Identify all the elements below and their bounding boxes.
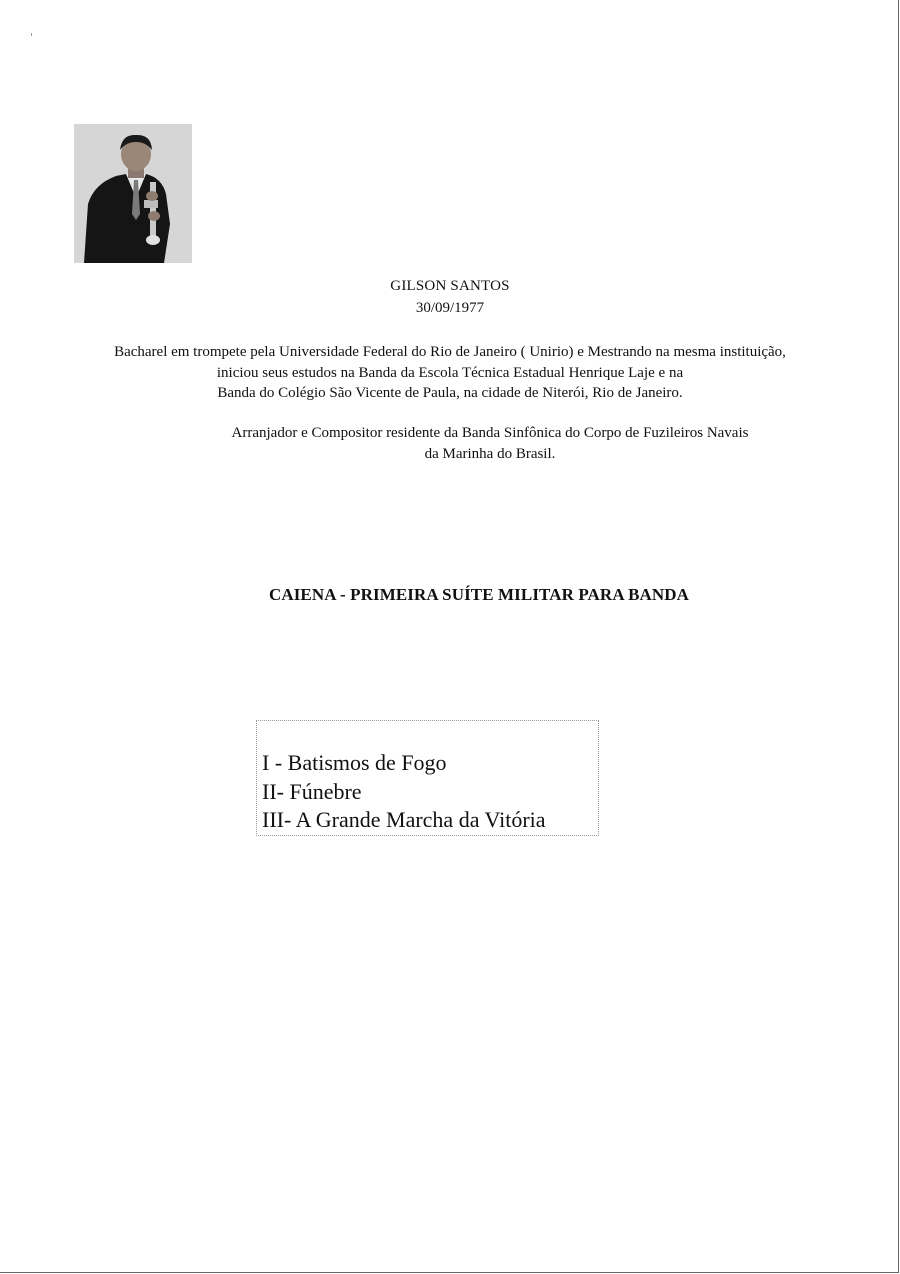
role-line: da Marinha do Brasil. — [424, 445, 556, 462]
author-role — [40, 423, 900, 464]
movement-item: II- Fúnebre — [262, 778, 362, 804]
stray-mark — [31, 33, 32, 36]
author-birth-date: 30/09/1977 — [415, 300, 485, 316]
role-line: Arranjador e Compositor residente da Banda Sinfônica do Corpo de Fuzileiros Navais — [231, 425, 749, 441]
bio-line: Bacharel em trompete pela Universidade Federal do Rio de Janeiro ( Unirio) e Mestrando na mesma instituição, — [114, 344, 786, 360]
bio-line: iniciou seus estudos na Banda da Escola Técnica Estadual Henrique Laje e na — [216, 364, 684, 381]
author-name: GILSON SANTOS — [390, 278, 510, 294]
author-bio — [0, 342, 900, 404]
movement-item: III- A Grande Marcha da Vitória — [262, 807, 546, 832]
portrait-photo-icon — [74, 124, 192, 263]
work-title: CAIENA - PRIMEIRA SUÍTE MILITAR PARA BANDA — [268, 585, 690, 604]
bio-line: Banda do Colégio São Vicente de Paula, na cidade de Niterói, Rio de Janeiro. — [217, 385, 683, 401]
movement-item: I - Batismos de Fogo — [262, 750, 447, 775]
movements-box — [256, 720, 599, 836]
